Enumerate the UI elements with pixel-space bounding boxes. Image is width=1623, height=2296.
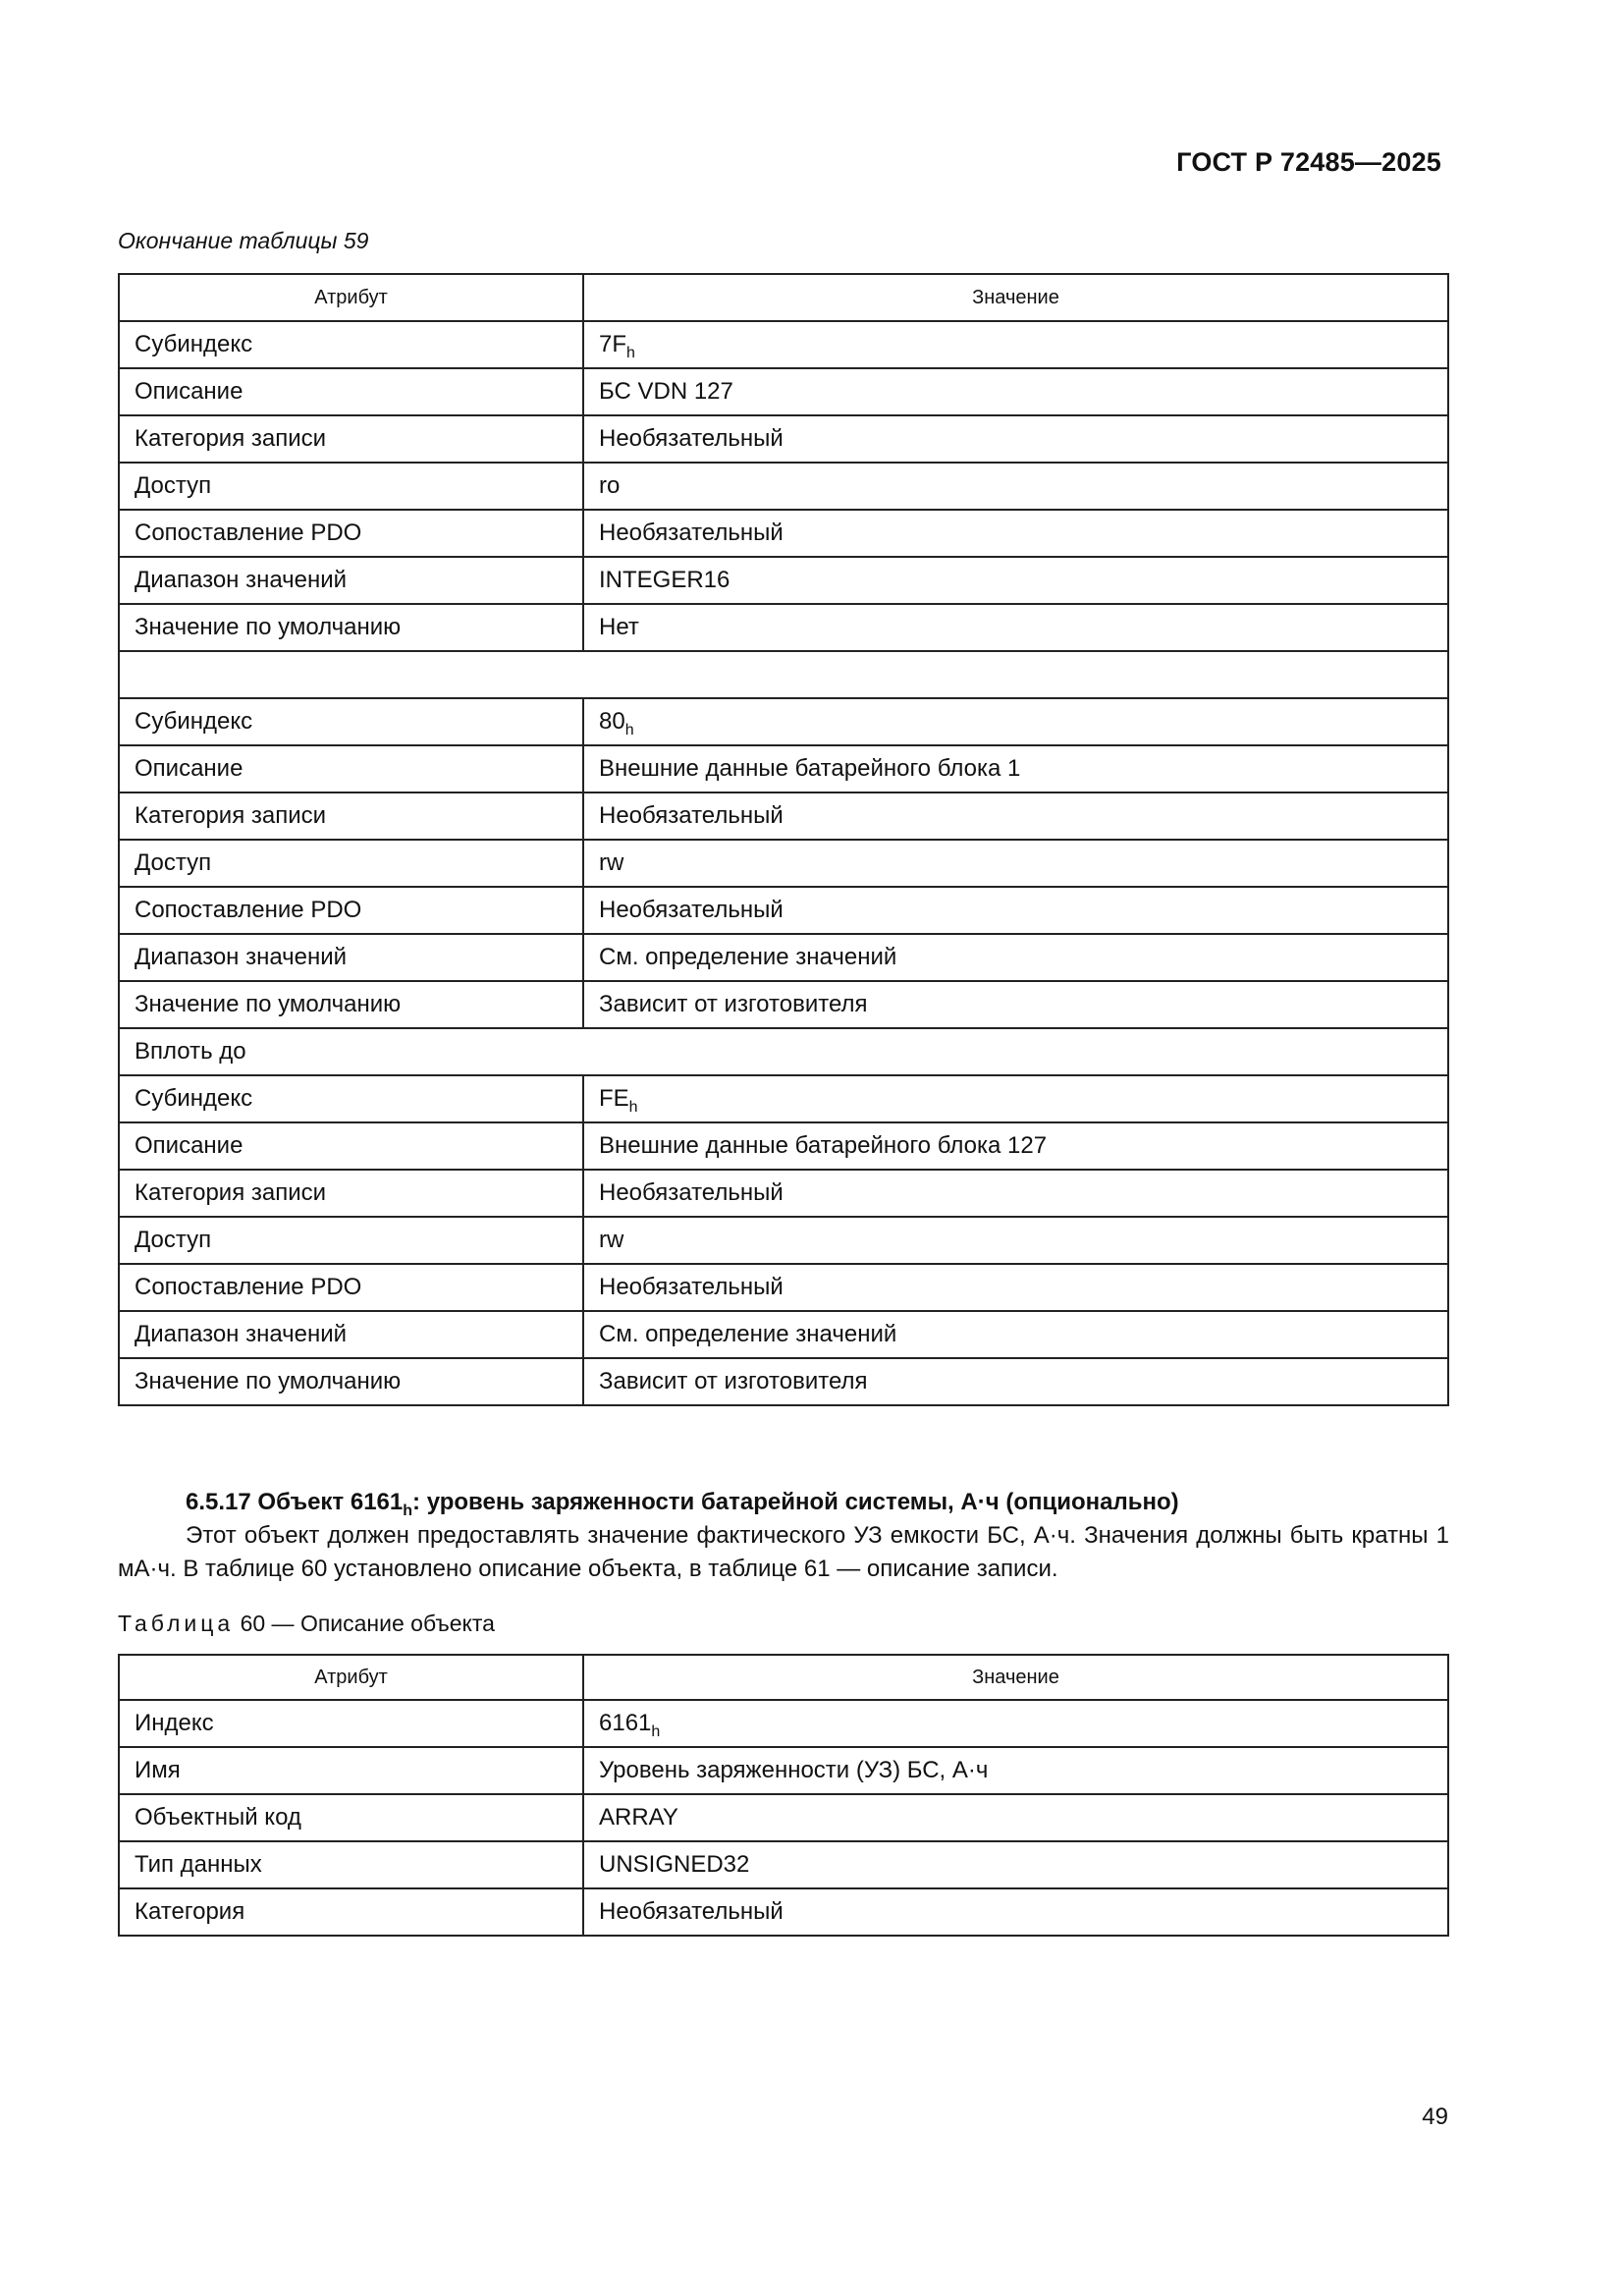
- value-cell: [583, 415, 1448, 463]
- attribute-cell: Описание: [119, 745, 583, 793]
- hex-subscript: h: [626, 345, 635, 361]
- table-row: [119, 368, 1448, 415]
- value-text: Зависит от изготовителя: [599, 991, 868, 1017]
- value-cell: [583, 887, 1448, 934]
- table-row: [119, 1217, 1448, 1264]
- attribute-cell: Доступ: [119, 840, 583, 887]
- value-cell: [583, 557, 1448, 604]
- value-text: rw: [599, 849, 624, 876]
- page-number: 49: [1422, 2104, 1448, 2130]
- attribute-cell: Доступ: [119, 463, 583, 510]
- column-header-value: Значение: [583, 274, 1448, 321]
- attribute-cell: Значение по умолчанию: [119, 604, 583, 651]
- table-59-caption: Окончание таблицы 59: [118, 228, 369, 253]
- table-row: [119, 415, 1448, 463]
- table-row: [119, 934, 1448, 981]
- table-row: [119, 1075, 1448, 1122]
- spanning-cell: [119, 651, 1448, 698]
- attribute-cell: Субиндекс: [119, 698, 583, 745]
- attribute-cell: Описание: [119, 1122, 583, 1170]
- value-text: Уровень заряженности (УЗ) БС, А·ч: [599, 1757, 989, 1783]
- value-text: Внешние данные батарейного блока 1: [599, 755, 1021, 782]
- column-header-attribute: Атрибут: [119, 1655, 583, 1700]
- value-text: rw: [599, 1227, 624, 1253]
- attribute-cell: Диапазон значений: [119, 1311, 583, 1358]
- attribute-cell: Значение по умолчанию: [119, 1358, 583, 1405]
- value-text: FE: [599, 1085, 629, 1112]
- value-cell: [583, 1888, 1448, 1936]
- value-text: Необязательный: [599, 897, 784, 923]
- table-row: [119, 463, 1448, 510]
- value-text: 80: [599, 708, 625, 735]
- value-text: 7F: [599, 331, 627, 357]
- table-row: [119, 793, 1448, 840]
- value-text: Необязательный: [599, 1274, 784, 1300]
- attribute-cell: Значение по умолчанию: [119, 981, 583, 1028]
- table-row: [119, 981, 1448, 1028]
- table-row: [119, 1311, 1448, 1358]
- hex-subscript: h: [651, 1723, 661, 1740]
- value-text: ARRAY: [599, 1804, 678, 1831]
- table-60-body: [119, 1700, 1448, 1936]
- table-row: [119, 1841, 1448, 1888]
- value-text: Зависит от изготовителя: [599, 1368, 868, 1394]
- attribute-cell: Имя: [119, 1747, 583, 1794]
- value-text: БС VDN 127: [599, 378, 733, 405]
- value-text: Внешние данные батарейного блока 127: [599, 1132, 1048, 1159]
- value-cell: [583, 745, 1448, 793]
- table-row: [119, 1794, 1448, 1841]
- table-row: [119, 1264, 1448, 1311]
- table-59: [118, 273, 1449, 1406]
- table-row: [119, 510, 1448, 557]
- value-text: Необязательный: [599, 425, 784, 452]
- table-row: [119, 557, 1448, 604]
- value-cell: [583, 321, 1448, 368]
- table-row: [119, 1028, 1448, 1075]
- table-row: [119, 1358, 1448, 1405]
- section-heading: 6.5.17 Объект $6161_h$: уровень заряженности батарейной системы, А·ч (опционально): [186, 1489, 1179, 1519]
- value-cell: [583, 1841, 1448, 1888]
- section-6-5-17: [118, 1486, 1449, 1586]
- table-59-body: [119, 321, 1448, 1405]
- value-text: См. определение значений: [599, 1321, 897, 1347]
- table-row: [119, 887, 1448, 934]
- attribute-cell: Описание: [119, 368, 583, 415]
- attribute-cell: Сопоставление PDO: [119, 510, 583, 557]
- value-cell: [583, 1311, 1448, 1358]
- value-cell: [583, 368, 1448, 415]
- value-text: INTEGER16: [599, 567, 730, 593]
- document-standard-header: ГОСТ Р 72485—2025: [1176, 147, 1441, 177]
- attribute-cell: Доступ: [119, 1217, 583, 1264]
- table-row: [119, 1170, 1448, 1217]
- attribute-cell: Категория записи: [119, 415, 583, 463]
- value-cell: [583, 1217, 1448, 1264]
- value-cell: [583, 840, 1448, 887]
- value-cell: [583, 698, 1448, 745]
- value-cell: [583, 463, 1448, 510]
- value-text: Нет: [599, 614, 639, 640]
- value-cell: [583, 1122, 1448, 1170]
- value-cell: [583, 981, 1448, 1028]
- table-row: [119, 1122, 1448, 1170]
- table-row: [119, 1747, 1448, 1794]
- value-text: UNSIGNED32: [599, 1851, 750, 1878]
- value-text: Необязательный: [599, 1898, 784, 1925]
- column-header-attribute: Атрибут: [119, 274, 583, 321]
- attribute-cell: Сопоставление PDO: [119, 887, 583, 934]
- section-paragraph: Этот объект должен предоставлять значение фактического УЗ емкости БС, А·ч. Значения должны быть кратны 1 мА·ч. В таблице 60 установлено описание объекта, в таблице 61 — описание записи.: [118, 1522, 1449, 1582]
- table-row: [119, 1888, 1448, 1936]
- table-60: [118, 1654, 1449, 1937]
- table-row: [119, 840, 1448, 887]
- attribute-cell: Категория: [119, 1888, 583, 1936]
- value-cell: [583, 1747, 1448, 1794]
- table-60-caption: Таблица 60 — Описание объекта: [118, 1611, 495, 1636]
- attribute-cell: Индекс: [119, 1700, 583, 1747]
- attribute-cell: Диапазон значений: [119, 934, 583, 981]
- value-cell: [583, 1358, 1448, 1405]
- attribute-cell: Субиндекс: [119, 1075, 583, 1122]
- value-text: Необязательный: [599, 802, 784, 829]
- table-row: [119, 1700, 1448, 1747]
- value-cell: [583, 793, 1448, 840]
- hex-subscript: h: [628, 1099, 638, 1116]
- column-header-value: Значение: [583, 1655, 1448, 1700]
- table-row: [119, 604, 1448, 651]
- value-text: См. определение значений: [599, 944, 897, 970]
- value-cell: [583, 510, 1448, 557]
- value-cell: [583, 604, 1448, 651]
- attribute-cell: Тип данных: [119, 1841, 583, 1888]
- table-row: [119, 321, 1448, 368]
- attribute-cell: Субиндекс: [119, 321, 583, 368]
- attribute-cell: Сопоставление PDO: [119, 1264, 583, 1311]
- value-cell: [583, 1264, 1448, 1311]
- value-text: ro: [599, 472, 621, 499]
- value-cell: [583, 1700, 1448, 1747]
- table-row: [119, 745, 1448, 793]
- table-row: [119, 698, 1448, 745]
- value-text: 6161: [599, 1710, 652, 1736]
- attribute-cell: Категория записи: [119, 1170, 583, 1217]
- spanning-cell: Вплоть до: [119, 1028, 1448, 1075]
- value-text: Необязательный: [599, 1179, 784, 1206]
- value-text: Необязательный: [599, 519, 784, 546]
- value-cell: [583, 1794, 1448, 1841]
- attribute-cell: Диапазон значений: [119, 557, 583, 604]
- table-row: [119, 651, 1448, 698]
- table-header-row: [119, 1655, 1448, 1700]
- hex-subscript: h: [624, 722, 634, 738]
- value-cell: [583, 1075, 1448, 1122]
- value-cell: [583, 934, 1448, 981]
- table-header-row: [119, 274, 1448, 321]
- value-cell: [583, 1170, 1448, 1217]
- attribute-cell: Категория записи: [119, 793, 583, 840]
- attribute-cell: Объектный код: [119, 1794, 583, 1841]
